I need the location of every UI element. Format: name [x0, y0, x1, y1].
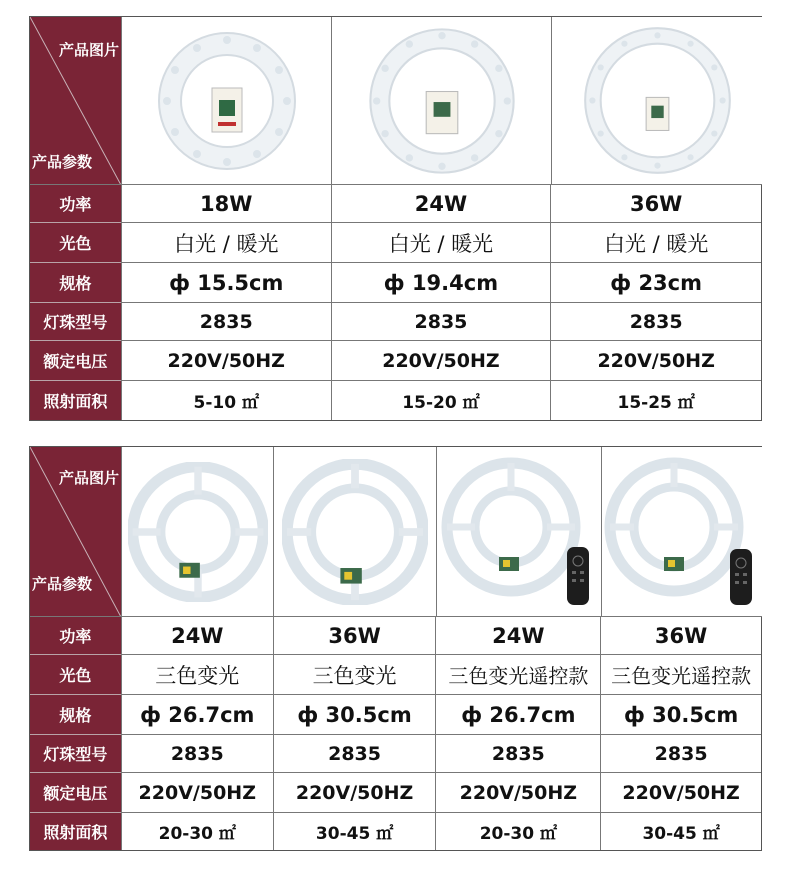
- row-label-size: 规格: [30, 695, 121, 735]
- led-ring-module-large-icon: [580, 23, 735, 178]
- led-model-value: 2835: [121, 303, 331, 341]
- coverage-area-value: 30-45 ㎡: [600, 813, 761, 850]
- product-image-header: 产品图片: [58, 41, 119, 59]
- diagonal-header-cell: [30, 17, 121, 185]
- led-model-value: 2835: [600, 735, 761, 773]
- size-value: ф 26.7cm: [121, 695, 273, 735]
- product-image-36w-tricolor: [273, 447, 436, 617]
- light-color-value: 三色变光: [273, 655, 436, 695]
- led-model-value: 2835: [435, 735, 600, 773]
- coverage-area-value: 20-30 ㎡: [121, 813, 273, 850]
- double-ring-led-module-with-remote-icon: [602, 457, 762, 607]
- light-color-value: 三色变光: [121, 655, 273, 695]
- power-value: 24W: [121, 617, 273, 655]
- row-label-power: 功率: [30, 617, 121, 655]
- light-color-value: 白光 / 暖光: [121, 223, 331, 263]
- product-params-header: 产品参数: [32, 575, 93, 593]
- row-label-led-model: 灯珠型号: [30, 303, 121, 341]
- double-ring-led-module-icon: [128, 462, 268, 602]
- row-label-coverage-area: 照射面积: [30, 813, 121, 850]
- power-value: 36W: [550, 185, 761, 223]
- row-label-rated-voltage: 额定电压: [30, 341, 121, 381]
- rated-voltage-value: 220V/50HZ: [273, 773, 436, 813]
- led-model-value: 2835: [121, 735, 273, 773]
- row-label-rated-voltage: 额定电压: [30, 773, 121, 813]
- rated-voltage-value: 220V/50HZ: [121, 341, 331, 381]
- size-value: ф 23cm: [550, 263, 761, 303]
- led-model-value: 2835: [273, 735, 436, 773]
- power-value: 36W: [600, 617, 761, 655]
- coverage-area-value: 20-30 ㎡: [435, 813, 600, 850]
- power-value: 36W: [273, 617, 436, 655]
- light-color-value: 三色变光遥控款: [600, 655, 761, 695]
- product-image-24w-remote: [436, 447, 601, 617]
- light-color-value: 三色变光遥控款: [435, 655, 600, 695]
- double-ring-led-module-with-remote-icon: [439, 457, 599, 607]
- size-value: ф 26.7cm: [435, 695, 600, 735]
- product-image-18w: [121, 17, 331, 185]
- coverage-area-value: 15-25 ㎡: [550, 381, 761, 420]
- light-color-value: 白光 / 暖光: [550, 223, 761, 263]
- size-value: ф 15.5cm: [121, 263, 331, 303]
- led-ring-module-small-icon: [152, 26, 302, 176]
- rated-voltage-value: 220V/50HZ: [600, 773, 761, 813]
- led-ring-module-medium-icon: [363, 22, 521, 180]
- row-label-power: 功率: [30, 185, 121, 223]
- rated-voltage-value: 220V/50HZ: [121, 773, 273, 813]
- size-value: ф 30.5cm: [273, 695, 436, 735]
- led-model-value: 2835: [331, 303, 551, 341]
- spec-table-1: [29, 16, 762, 421]
- double-ring-led-module-icon: [282, 459, 428, 605]
- product-image-24w: [331, 17, 551, 185]
- product-image-24w-tricolor: [121, 447, 273, 617]
- rated-voltage-value: 220V/50HZ: [331, 341, 551, 381]
- product-image-header: 产品图片: [58, 469, 119, 487]
- row-label-size: 规格: [30, 263, 121, 303]
- light-color-value: 白光 / 暖光: [331, 223, 551, 263]
- power-value: 18W: [121, 185, 331, 223]
- remote-control-icon: [730, 549, 752, 605]
- led-model-value: 2835: [550, 303, 761, 341]
- rated-voltage-value: 220V/50HZ: [435, 773, 600, 813]
- diagonal-header-cell: [30, 447, 121, 617]
- size-value: ф 30.5cm: [600, 695, 761, 735]
- power-value: 24W: [435, 617, 600, 655]
- row-label-coverage-area: 照射面积: [30, 381, 121, 420]
- product-image-36w-remote: [601, 447, 762, 617]
- product-image-36w: [551, 17, 762, 185]
- row-label-light-color: 光色: [30, 223, 121, 263]
- coverage-area-value: 15-20 ㎡: [331, 381, 551, 420]
- row-label-led-model: 灯珠型号: [30, 735, 121, 773]
- coverage-area-value: 30-45 ㎡: [273, 813, 436, 850]
- size-value: ф 19.4cm: [331, 263, 551, 303]
- row-label-light-color: 光色: [30, 655, 121, 695]
- coverage-area-value: 5-10 ㎡: [121, 381, 331, 420]
- product-params-header: 产品参数: [32, 153, 93, 171]
- rated-voltage-value: 220V/50HZ: [550, 341, 761, 381]
- spec-table-2: [29, 446, 762, 851]
- power-value: 24W: [331, 185, 551, 223]
